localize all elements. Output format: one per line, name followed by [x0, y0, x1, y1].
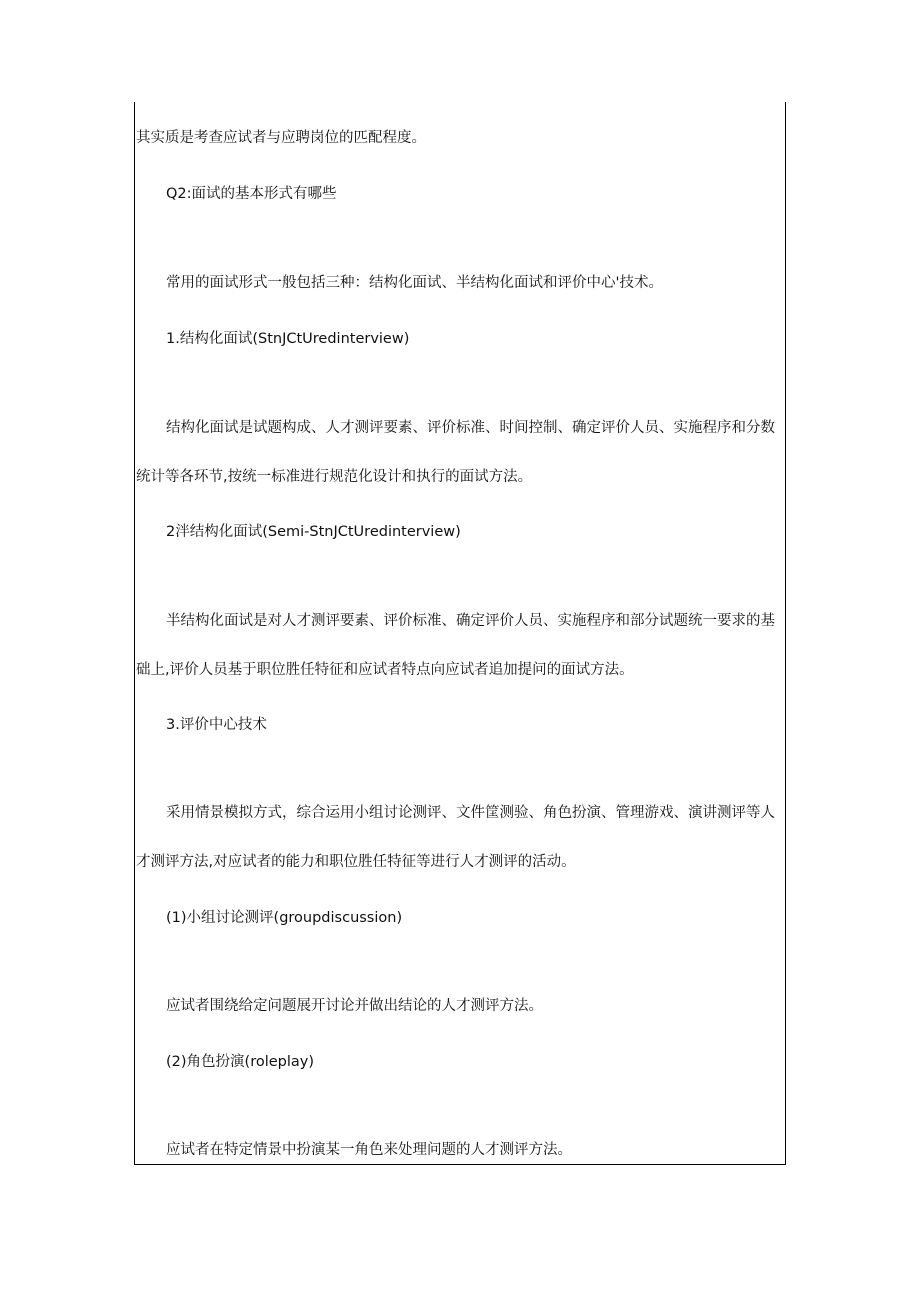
subsection-heading: (1)小组讨论测评(groupdiscussion)	[166, 910, 403, 926]
paragraph-line: 半结构化面试是对人才测评要素、评价标准、确定评价人员、实施程序和部分试题统一要求的基	[166, 613, 775, 629]
paragraph-line: 常用的面试形式一般包括三种：结构化面试、半结构化面试和评价中心'技术。	[166, 275, 663, 291]
paragraph-line: 统计等各环节,按统一标准进行规范化设计和执行的面试方法。	[136, 469, 533, 485]
paragraph-line: 础上,评价人员基于职位胜任特征和应试者特点向应试者追加提问的面试方法。	[136, 662, 634, 678]
subsection-heading: (2)角色扮演(roleplay)	[166, 1054, 315, 1070]
paragraph-line: 才测评方法,对应试者的能力和职位胜任特征等进行人才测评的活动。	[136, 854, 576, 870]
section-heading: 3.评价中心技术	[166, 717, 267, 733]
section-heading: 2泮结构化面试(Semi-StnJCtUredinterview)	[166, 524, 461, 540]
paragraph-line: 应试者围绕给定问题展开讨论并做出结论的人才测评方法。	[166, 998, 543, 1014]
paragraph-line: 采用情景模拟方式，综合运用小组讨论测评、文件筐测验、角色扮演、管理游戏、演讲测评等人	[166, 805, 775, 821]
question-heading: Q2:面试的基本形式有哪些	[166, 186, 337, 202]
paragraph-line: 应试者在特定情景中扮演某一角色来处理问题的人才测评方法。	[166, 1142, 572, 1158]
paragraph-line: 结构化面试是试题构成、人才测评要素、评价标准、时间控制、确定评价人员、实施程序和分数	[166, 420, 775, 436]
section-heading: 1.结构化面试(StnJCtUredinterview)	[166, 331, 410, 347]
paragraph-line: 其实质是考查应试者与应聘岗位的匹配程度。	[136, 130, 426, 146]
